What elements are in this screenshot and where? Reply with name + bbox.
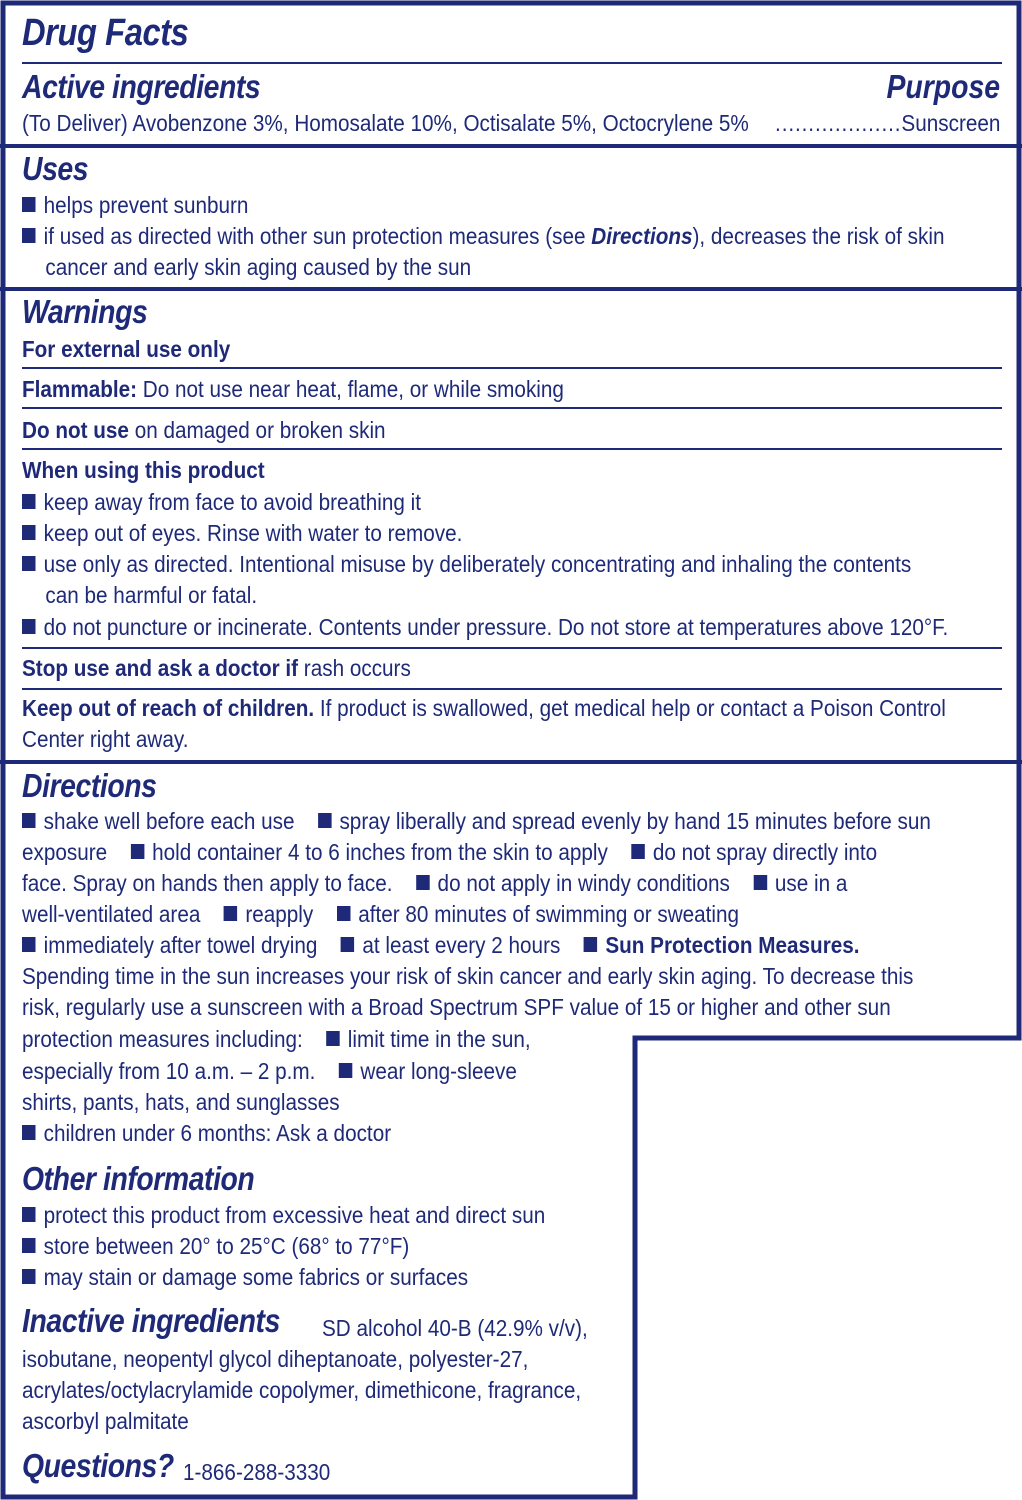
directions-heading: Directions <box>22 767 157 804</box>
bullet-square-icon <box>22 197 36 212</box>
bullet-square-icon <box>22 1238 36 1253</box>
when-using-heading: When using this product <box>22 457 265 483</box>
warning-item: keep away from face to avoid breathing it <box>22 487 421 518</box>
bullet-square-icon <box>22 937 36 952</box>
leader-dots: ................... <box>774 110 902 136</box>
keep-out-of-reach-continued: Center right away. <box>22 726 189 752</box>
section-divider <box>0 144 1022 148</box>
warning-item: do not puncture or incinerate. Contents under pressure. Do not store at temperatures above 120°F. <box>22 612 948 643</box>
sun-protection-text: shirts, pants, hats, and sunglasses <box>22 1089 340 1115</box>
bullet-square-icon <box>22 1269 36 1284</box>
directions-line: children under 6 months: Ask a doctor <box>22 1118 391 1149</box>
active-ingredients-heading: Active ingredients <box>22 68 261 105</box>
divider <box>22 448 1002 450</box>
purpose-heading: Purpose <box>886 68 1000 105</box>
sun-protection-text: especially from 10 a.m. – 2 p.m. wear long-sleeve <box>22 1058 517 1084</box>
bullet-square-icon <box>341 937 355 952</box>
sun-protection-measures-label: Sun Protection Measures. <box>605 932 860 958</box>
purpose-value <box>775 108 1000 139</box>
other-item: store between 20° to 25°C (68° to 77°F) <box>22 1231 409 1262</box>
drug-facts-title: Drug Facts <box>22 12 189 54</box>
bullet-square-icon <box>22 1125 36 1140</box>
bullet-square-icon <box>753 875 767 890</box>
uses-item: if used as directed with other sun protection measures (see Directions), decreases the risk of skin <box>22 221 944 252</box>
inactive-ingredients-line <box>22 1302 322 1340</box>
inactive-ingredients-heading: Inactive ingredients <box>22 1302 280 1339</box>
bullet-square-icon <box>22 1207 36 1222</box>
inactive-ingredients-text: SD alcohol 40-B (42.9% v/v), <box>322 1315 588 1341</box>
section-divider <box>0 760 1022 764</box>
other-item: may stain or damage some fabrics or surfaces <box>22 1262 468 1293</box>
divider <box>22 62 1002 64</box>
purpose-text: Sunscreen <box>901 110 1000 136</box>
external-use-only: For external use only <box>22 336 231 362</box>
bullet-square-icon <box>22 494 36 509</box>
directions-line: shake well before each use spray liberally and spread evenly by hand 15 minutes before sun <box>22 806 931 837</box>
bullet-square-icon <box>22 228 36 243</box>
sun-protection-text: risk, regularly use a sunscreen with a Broad Spectrum SPF value of 15 or higher and other sun <box>22 994 891 1020</box>
bullet-square-icon <box>131 844 145 859</box>
directions-reference: Directions <box>591 223 693 249</box>
bullet-square-icon <box>224 906 238 921</box>
active-ingredients-text: (To Deliver) Avobenzone 3%, Homosalate 10%, Octisalate 5%, Octocrylene 5% <box>22 110 749 136</box>
bullet-square-icon <box>22 525 36 540</box>
bullet-square-icon <box>22 556 36 571</box>
divider <box>22 688 1002 690</box>
divider <box>22 407 1002 409</box>
questions-heading: Questions? <box>22 1447 174 1484</box>
divider <box>22 647 1002 649</box>
bullet-square-icon <box>318 813 332 828</box>
keep-out-of-reach: Keep out of reach of children. If product is swallowed, get medical help or contact a Poison Control <box>22 695 946 721</box>
directions-line: immediately after towel drying at least every 2 hours Sun Protection Measures. <box>22 930 860 961</box>
bullet-square-icon <box>22 619 36 634</box>
divider <box>22 367 1002 369</box>
inactive-ingredients-text: acrylates/octylacrylamide copolymer, dimethicone, fragrance, <box>22 1377 582 1403</box>
sun-protection-text: protection measures including: limit time in the sun, <box>22 1026 531 1052</box>
other-information-heading: Other information <box>22 1160 255 1197</box>
uses-item-continued: cancer and early skin aging caused by the sun <box>45 254 472 280</box>
section-divider <box>0 287 1022 291</box>
uses-item: helps prevent sunburn <box>22 190 248 221</box>
bullet-square-icon <box>416 875 430 890</box>
directions-line: well-ventilated area reapply after 80 minutes of swimming or sweating <box>22 901 740 927</box>
inactive-ingredients-text: isobutane, neopentyl glycol diheptanoate, polyester-27, <box>22 1346 529 1372</box>
bullet-square-icon <box>22 813 36 828</box>
bullet-square-icon <box>631 844 645 859</box>
bullet-square-icon <box>326 1031 340 1046</box>
inactive-ingredients-text: ascorbyl palmitate <box>22 1408 189 1434</box>
warning-item-continued: can be harmful or fatal. <box>45 582 258 608</box>
directions-line: exposure hold container 4 to 6 inches from the skin to apply do not spray directly into <box>22 839 878 865</box>
flammable-warning: Flammable: Do not use near heat, flame, or while smoking <box>22 376 564 402</box>
uses-heading: Uses <box>22 150 89 187</box>
stop-use-warning: Stop use and ask a doctor if rash occurs <box>22 655 411 681</box>
bullet-square-icon <box>584 937 598 952</box>
bullet-square-icon <box>339 1063 353 1078</box>
directions-line: face. Spray on hands then apply to face. do not apply in windy conditions use in a <box>22 870 848 896</box>
warnings-heading: Warnings <box>22 293 148 330</box>
do-not-use-warning: Do not use on damaged or broken skin <box>22 417 386 443</box>
active-ingredients-line <box>22 108 749 139</box>
sun-protection-text: Spending time in the sun increases your risk of skin cancer and early skin aging. To decrease this <box>22 963 914 989</box>
warning-item: use only as directed. Intentional misuse by deliberately concentrating and inhaling the contents <box>22 549 911 580</box>
bullet-square-icon <box>337 906 351 921</box>
phone-number: 1-866-288-3330 <box>183 1459 331 1485</box>
warning-item: keep out of eyes. Rinse with water to remove. <box>22 518 462 549</box>
other-item: protect this product from excessive heat and direct sun <box>22 1200 545 1231</box>
